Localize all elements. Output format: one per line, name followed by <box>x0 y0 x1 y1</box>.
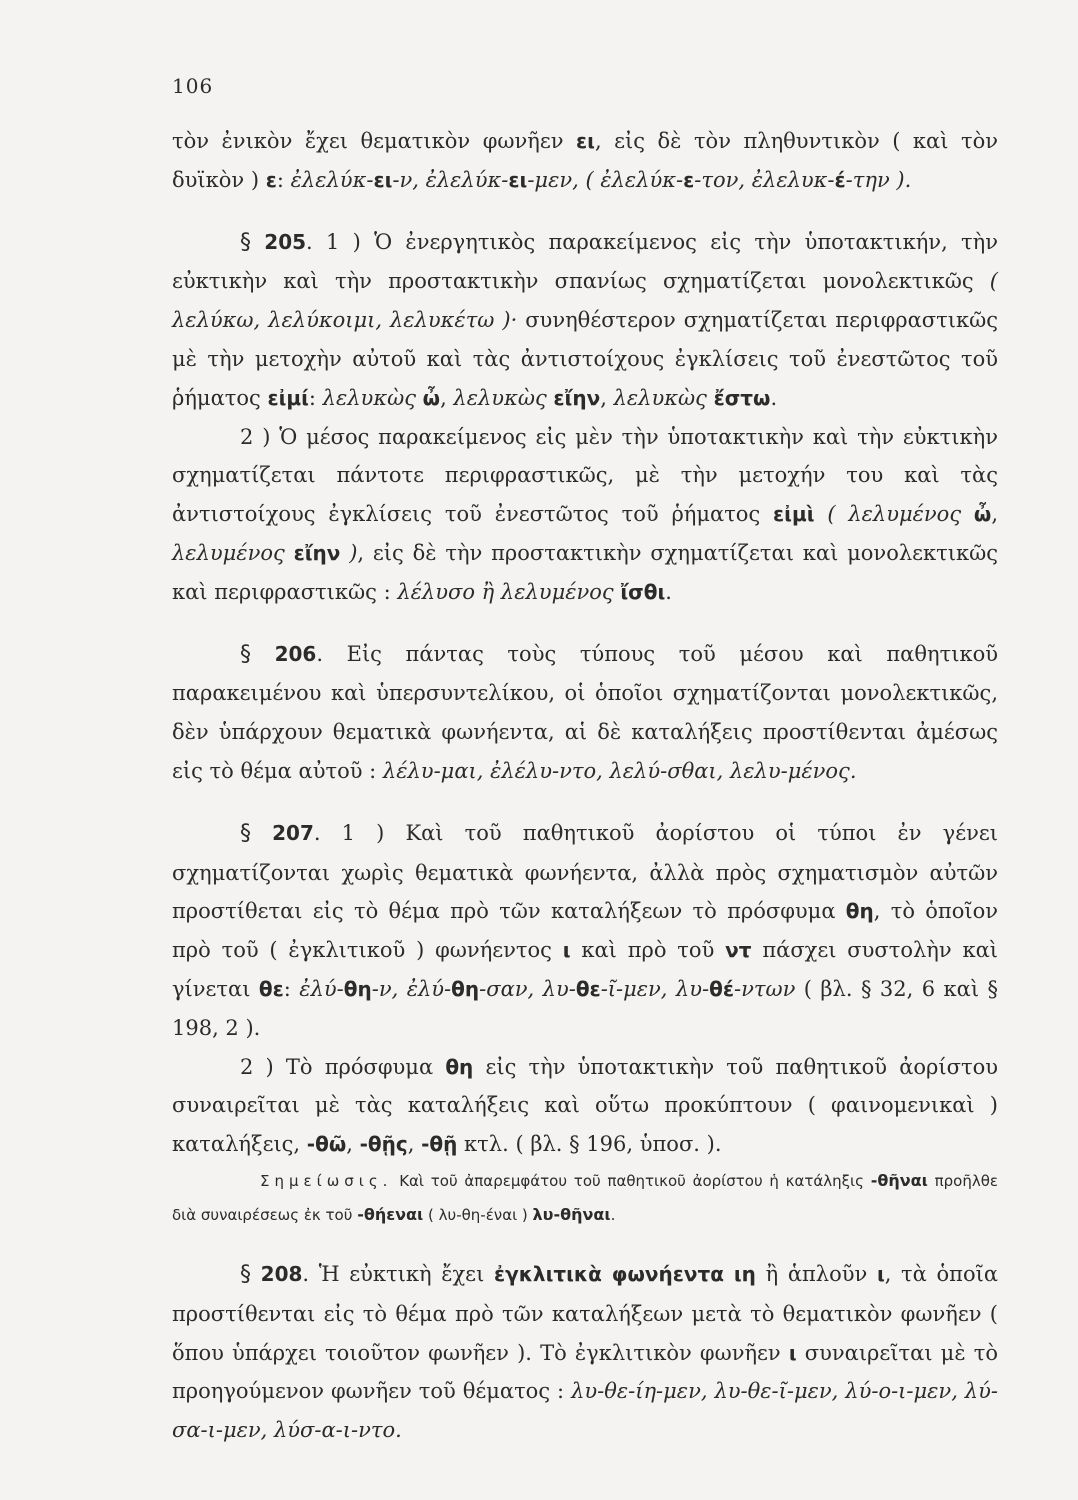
section-207-paragraph-1: § 207. 1 ) Καὶ τοῦ παθητικοῦ ἀορίστου οἱ τύποι ἐν γένει σχηματίζονται χωρὶς θεματικὰ φωνήεντα, ἀλλὰ πρὸς σχηματισμὸν αὐτῶν προστίθεται εἰς τὸ θέμα πρὸ τῶν καταλήξεων τὸ πρόσφυμα θη, τὸ ὁποῖον πρὸ τοῦ ( ἐγκλιτικοῦ ) φωνήεντος ι καὶ πρὸ τοῦ ντ πάσχει συστολὴν καὶ γίνεται θε: ἐλύ-θη-ν, ἐλύ-θη-σαν, λυ-θε-ῖ-μεν, λυ-θέ-ντων ( βλ. § 32, 6 καὶ § 198, 2 ). <box>172 820 999 1040</box>
section-205-paragraph-1: § 205. 1 ) Ὁ ἐνεργητικὸς παρακείμενος εἰς τὴν ὑποτακτικήν, τὴν εὐκτικὴν καὶ τὴν προστακτικὴν σπανίως σχηματίζεται μονολεκτικῶς ( λελύκω, λελύκοιμι, λελυκέτω )· συνηθέστερον σχηματίζεται περιφραστικῶς μὲ τὴν μετοχὴν αὐτοῦ καὶ τὰς ἀντιστοίχους ἐγκλίσεις τοῦ ἐνεστῶτος τοῦ ῥήματος εἰμί: λελυκὼς ὦ, λελυκὼς εἴην, λελυκὼς ἔστω. <box>172 229 998 410</box>
page-number: 106 <box>172 74 214 98</box>
section-number-208: 208 <box>260 1261 303 1286</box>
section-sign: § <box>240 641 251 667</box>
footnote-remark: Σημείωσις. Καὶ τοῦ ἀπαρεμφάτου τοῦ παθητικοῦ ἀορίστου ἡ κατάληξις -θῆναι προῆλθε διὰ συναιρέσεως ἐκ τοῦ -θήεναι ( λυ-θη-έναι ) λυ-θῆναι. <box>172 1170 998 1224</box>
note-label: Σημείωσις. <box>260 1171 393 1190</box>
page-text <box>172 122 998 1450</box>
section-208-paragraph: § 208. Ἡ εὐκτικὴ ἔχει ἐγκλιτικὰ φωνήεντα ιη ἢ ἁπλοῦν ι, τὰ ὁποῖα προστίθενται εἰς τὸ θέμα πρὸ τῶν καταλήξεων μετὰ τὸ θεματικὸν φωνῆεν ( ὅπου ὑπάρχει τοιοῦτον φωνῆεν ). Τὸ ἐγκλιτικὸν φωνῆεν ι συναιρεῖται μὲ τὸ προηγούμενον φωνῆεν τοῦ θέματος : λυ-θε-ίη-μεν, λυ-θε-ῖ-μεν, λύ-ο-ι-μεν, λύ-σα-ι-μεν, λύσ-α-ι-ντο. <box>172 1261 999 1443</box>
section-number-206: 206 <box>274 641 317 666</box>
paragraph-intro: τὸν ἐνικὸν ἔχει θεματικὸν φωνῆεν ει, εἰς δὲ τὸν πληθυντικὸν ( καὶ τὸν δυϊκὸν ) ε: ἐλελύκ-ει-ν, ἐλελύκ-ει-μεν, ( ἐλελύκ-ε-τον, ἐλελυκ-έ-την ). <box>172 129 999 192</box>
section-206-paragraph: § 206. Εἰς πάντας τοὺς τύπους τοῦ μέσου καὶ παθητικοῦ παρακειμένου καὶ ὑπερσυντελίκου, οἱ ὁποῖοι σχηματίζονται μονολεκτικῶς, δὲν ὑπάρχουν θεματικὰ φωνήεντα, αἱ δὲ καταλήξεις προστίθενται ἀμέσως εἰς τὸ θέμα αὐτοῦ : λέλυ-μαι, ἐλέλυ-ντο, λελύ-σθαι, λελυ-μένος. <box>172 641 998 783</box>
section-number-207: 207 <box>272 820 314 845</box>
section-205-paragraph-2: 2 ) Ὁ μέσος παρακείμενος εἰς μὲν τὴν ὑποτακτικὴν καὶ τὴν εὐκτικὴν σχηματίζεται πάντοτε περιφραστικῶς, μὲ τὴν μετοχήν του καὶ τὰς ἀντιστοίχους ἐγκλίσεις τοῦ ἐνεστῶτος τοῦ ῥήματος εἰμὶ ( λελυμένος ὦ, λελυμένος εἴην ), εἰς δὲ τὴν προστακτικὴν σχηματίζεται καὶ μονολεκτικῶς καὶ περιφραστικῶς : λέλυσο ἢ λελυμένος ἴσθι. <box>172 424 999 604</box>
section-207-paragraph-2: 2 ) Τὸ πρόσφυμα θη εἰς τὴν ὑποτακτικὴν τοῦ παθητικοῦ ἀορίστου συναιρεῖται μὲ τὰς καταλήξεις καὶ οὕτω προκύπτουν ( φαινομενικαὶ ) καταλήξεις, -θῶ, -θῇς, -θῇ κτλ. ( βλ. § 196, ὑποσ. ). <box>172 1054 998 1157</box>
section-sign: § <box>240 1261 251 1287</box>
section-number-205: 205 <box>264 229 307 254</box>
section-sign: § <box>240 229 251 255</box>
section-sign: § <box>240 820 251 846</box>
